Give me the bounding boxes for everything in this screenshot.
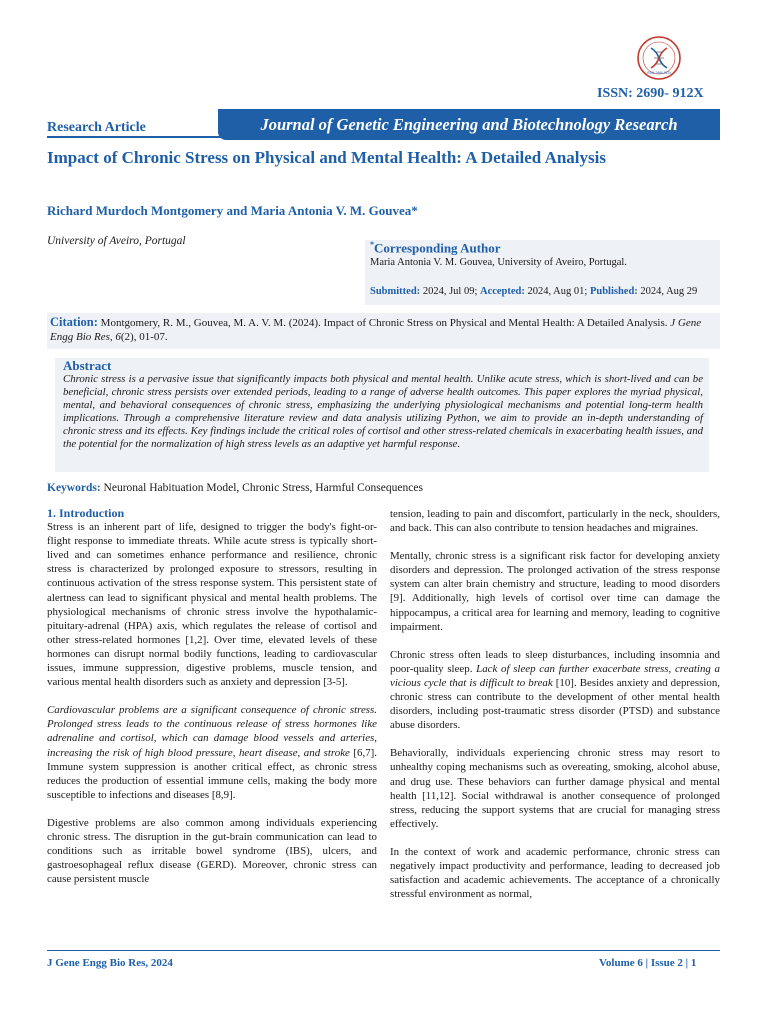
paragraph: Digestive problems are also common among individuals experiencing chronic stress. The disruption in the gut-brain communication can lead to conditions such as irritable bowel syndrome (IBS), ulcers, and gastroesophageal reflux disease (GERD). Moreover, chronic stress can cause persistent muscle [47,816,377,886]
article-type: Research Article [47,120,146,135]
paragraph: In the context of work and academic performance, chronic stress can negatively impact productivity and performance, leading to decreased job satisfaction and academic achievements. The acceptance of a chronically stressful environment as normal, [390,845,720,901]
abstract-text: Chronic stress is a pervasive issue that significantly impacts both physical and mental health. Unlike acute stress, which is short-lived and can be beneficial, chronic stress persists over extended periods, leading to a range of adverse health outcomes. This paper explores the myriad physical, mental, and behavioral consequences of chronic stress, emphasizing the underlying physiological mechanisms and potential long-term health implications. Through a comprehensive literature review and data analysis utilizing Python, we aim to provide an in-depth understanding of chronic stress and its effects. Key findings include the critical roles of cortisol and other stress-related chemicals in exacerbating health issues, and the potential for the normalization of high stress levels as an adaptive yet harmful response. [63,373,703,450]
svg-text:ISSN: 2690-912X: ISSN: 2690-912X [646,71,672,75]
corresponding-name: Maria Antonia V. M. Gouvea, University of Aveiro, Portugal. [370,257,627,268]
paragraph: tension, leading to pain and discomfort, particularly in the neck, shoulders, and back. This can also contribute to tension headaches and migraines. [390,508,720,535]
affiliation: University of Aveiro, Portugal [47,235,186,247]
paragraph: Behaviorally, individuals experiencing chronic stress may resort to unhealthy coping mechanisms such as overeating, smoking, alcohol abuse, and drug use. These behaviors can further damage physical and mental health [11,12]. Social withdrawal is another consequence of prolonged stress, reducing the support systems that are crucial for managing stress effectively. [390,747,720,830]
keywords: Keywords: Neuronal Habituation Model, Chronic Stress, Harmful Consequences [47,482,423,494]
authors: Richard Murdoch Montgomery and Maria Antonia V. M. Gouvea* [47,203,418,218]
issn: ISSN: 2690- 912X [597,86,704,101]
footer-journal: J Gene Engg Bio Res, 2024 [47,957,173,969]
paragraph: Stress is an inherent part of life, designed to trigger the body's fight-or-flight response to immediate threats. While acute stress is typically short-lived and can sometimes enhance performance and resilience, chronic stress is characterized by prolonged exposure to stressors, resulting in continuous activation of the stress response system. This persistent state of alertness can lead to significant physical and mental health problems. The physiological mechanisms of chronic stress involve the hypothalamic-pituitary-adrenal (HPA) axis, which regulates the release of cortisol and other stress-related hormones [1,2]. Over time, elevated levels of these hormones can disrupt normal bodily functions, leading to cardiovascular issues, immune suppression, digestive problems, muscle tension, and various mental health disorders such as anxiety and depression [3-5]. [47,521,377,689]
paragraph: Chronic stress often leads to sleep disturbances, including insomnia and poor-quality sleep. Lack of sleep can further exacerbate stress, creating a vicious cycle that is difficult to break [10]. Besides anxiety and depression, chronic stress can contribute to the development of other mental health disorders, including post-traumatic stress disorder (PTSD) and substance abuse disorders. [390,648,720,732]
paper-title: Impact of Chronic Stress on Physical and Mental Health: A Detailed Analysis [47,148,606,167]
left-column [47,506,377,900]
journal-logo [631,34,687,82]
footer-rule [47,950,720,951]
footer-volume: Volume 6 | Issue 2 | 1 [599,957,697,969]
citation: Citation: Montgomery, R. M., Gouvea, M. A. V. M. (2024). Impact of Chronic Stress on Physical and Mental Health: A Detailed Analysis. J Gene Engg Bio Res, 6(2), 01-07. [50,315,702,343]
article-dates: Submitted: 2024, Jul 09; Accepted: 2024, Aug 01; Published: 2024, Aug 29 [370,286,698,297]
section-heading-introduction: 1. Introduction [47,506,125,520]
corresponding-heading: *Corresponding Author [370,240,501,256]
journal-banner: Journal of Genetic Engineering and Biotechnology Research [218,109,720,140]
paragraph: Mentally, chronic stress is a significant risk factor for developing anxiety disorders and depression. The prolonged activation of the stress response system can alter brain chemistry and structure, leading to mood disorders [9]. Additionally, high levels of cortisol over time can damage the hippocampus, a critical area for learning and memory, leading to cognitive impairment. [390,550,720,633]
right-column [390,507,720,915]
paragraph: Cardiovascular problems are a significant consequence of chronic stress. Prolonged stress leads to the continuous release of stress hormones like adrenaline and cortisol, which can damage blood vessels and arteries, increasing the risk of high blood pressure, heart disease, and stroke [6,7]. Immune system suppression is another critical effect, as chronic stress reduces the production of essential immune cells, making the body more susceptible to infections and diseases [8,9]. [47,704,378,801]
abstract-heading: Abstract [63,358,112,373]
